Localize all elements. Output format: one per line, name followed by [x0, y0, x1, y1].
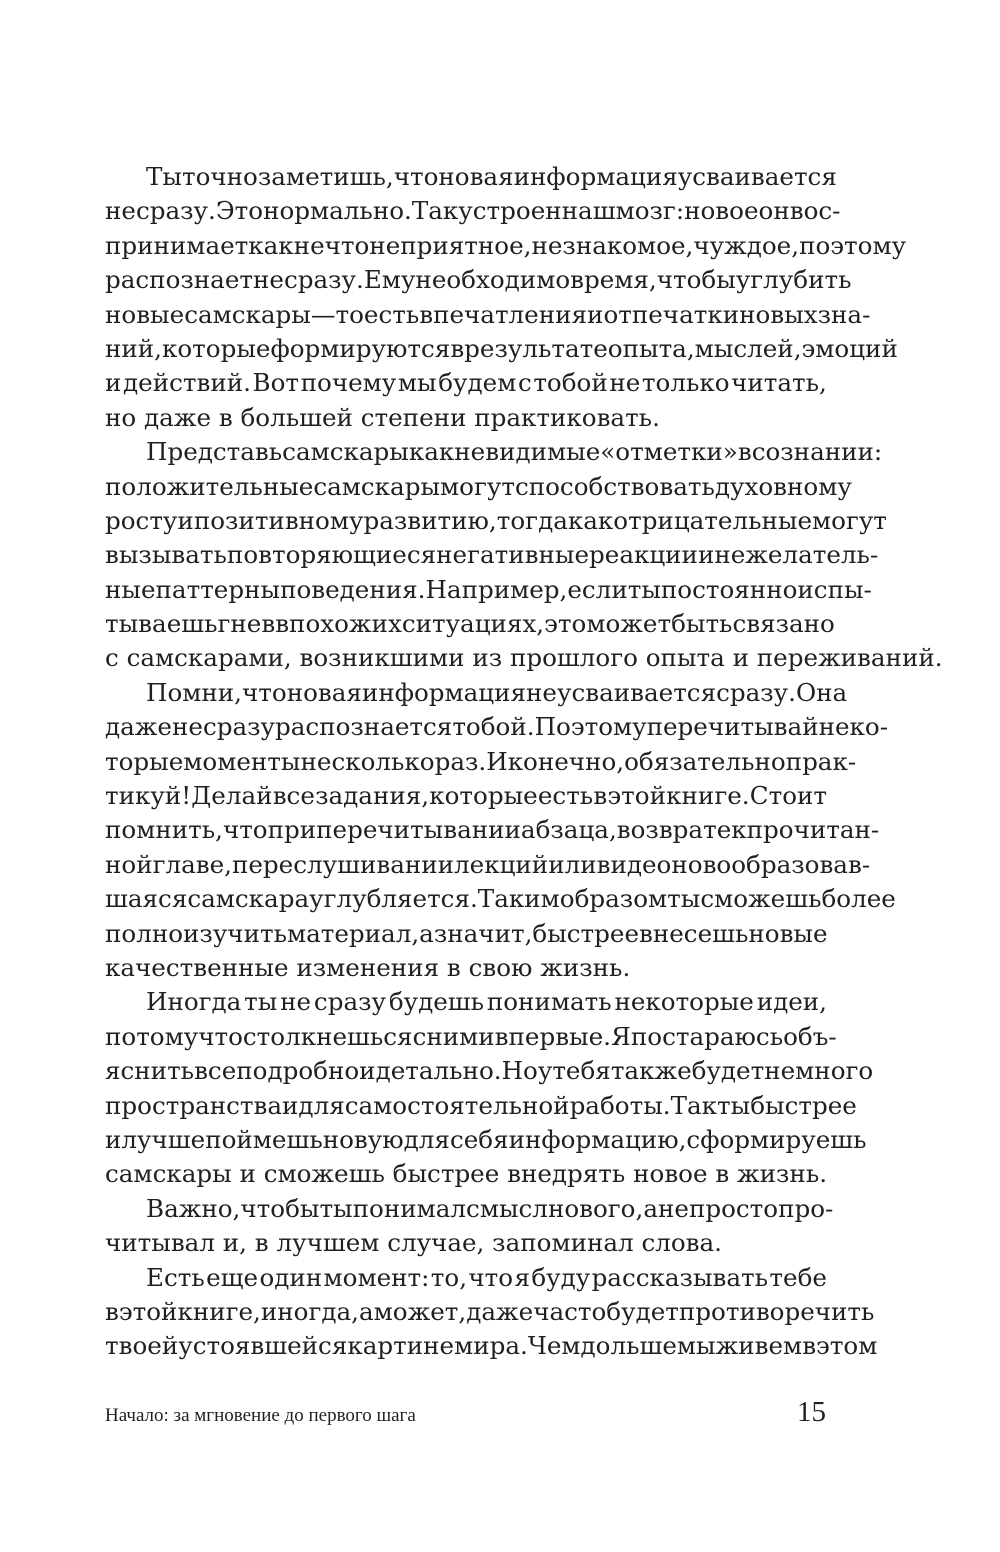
text-line: торые моменты несколько раз. И конечно, обязательно прак-: [105, 746, 857, 776]
text-line: но даже в большей степени практиковать.: [105, 402, 660, 432]
text-line: самскары и сможешь быстрее внедрять новое в жизнь.: [105, 1159, 828, 1189]
text-line: потому что столкнешься с ними впервые. Я постараюсь объ-: [105, 1021, 837, 1051]
text-line: ные паттерны поведения. Например, если ты постоянно испы-: [105, 574, 872, 604]
text-line: и действий. Вот почему мы будем с тобой не только читать,: [105, 368, 827, 398]
text-line: твоей устоявшейся картине мира. Чем дольше мы живем в этом: [105, 1331, 878, 1361]
text-line: и лучше поймешь новую для себя информацию, сформируешь: [105, 1124, 867, 1154]
text-line: Иногда ты не сразу будешь понимать некоторые идеи,: [146, 987, 827, 1017]
text-line: вызывать повторяющиеся негативные реакции и нежелатель-: [105, 540, 879, 570]
text-line: принимает как нечто неприятное, незнакомое, чуждое, поэтому: [105, 230, 907, 260]
text-line: не сразу. Это нормально. Так устроен наш мозг: новое он вос-: [105, 196, 841, 226]
running-title: Начало: за мгновение до первого шага: [105, 1405, 416, 1426]
text-line: новые самскары — то есть впечатления и отпечатки новых зна-: [105, 299, 871, 329]
text-line: ний, которые формируются в результате опыта, мыслей, эмоций: [105, 333, 898, 363]
paragraph: [105, 435, 943, 676]
text-line: помнить, что при перечитывании абзаца, возврате к прочитан-: [105, 815, 880, 845]
text-line: положительные самскары могут способствовать духовному: [105, 471, 852, 501]
text-line: полно изучить материал, а значит, быстрее внесешь новые: [105, 918, 828, 948]
page-number: 15: [797, 1396, 826, 1428]
text-line: Важно, чтобы ты понимал смысл нового, а не просто про-: [146, 1193, 834, 1223]
text-line: даже не сразу распознается тобой. Поэтому перечитывай неко-: [105, 712, 889, 742]
text-line: пространства и для самостоятельной работы. Так ты быстрее: [105, 1090, 857, 1120]
paragraph: [105, 1192, 834, 1261]
text-line: Ты точно заметишь, что новая информация усваивается: [146, 162, 837, 191]
paragraph: [105, 160, 907, 435]
text-line: яснить все подробно и детально. Но у тебя также будет немного: [105, 1056, 874, 1086]
text-line: распознает не сразу. Ему необходимо время, чтобы углубить: [105, 265, 852, 295]
text-line: Помни, что новая информация не усваивается сразу. Она: [146, 677, 848, 707]
body-text: [105, 160, 943, 1364]
text-line: в этой книге, иногда, а может, даже часто будет противоречить: [105, 1296, 875, 1326]
text-line: с самскарами, возникшими из прошлого опыта и переживаний.: [105, 643, 943, 673]
paragraph: [105, 1261, 878, 1364]
text-line: шаяся самскара углубляется. Таким образом ты сможешь более: [105, 884, 896, 914]
paragraph: [105, 985, 874, 1191]
text-line: качественные изменения в свою жизнь.: [105, 952, 631, 982]
paragraph: [105, 676, 896, 986]
text-line: Есть еще один момент: то, что я буду рассказывать тебе: [146, 1262, 827, 1292]
text-line: тываешь гнев в похожих ситуациях, это может быть связано: [105, 609, 835, 639]
text-line: тикуй! Делай все задания, которые есть в этой книге. Стоит: [105, 781, 827, 811]
text-line: ной главе, переслушивании лекций или видео новообразовав-: [105, 849, 871, 879]
text-line: росту и позитивному развитию, тогда как отрицательные могут: [105, 505, 887, 535]
text-line: читывал и, в лучшем случае, запоминал слова.: [105, 1228, 722, 1258]
text-line: Представь самскары как невидимые «отметки» в сознании:: [146, 437, 883, 467]
